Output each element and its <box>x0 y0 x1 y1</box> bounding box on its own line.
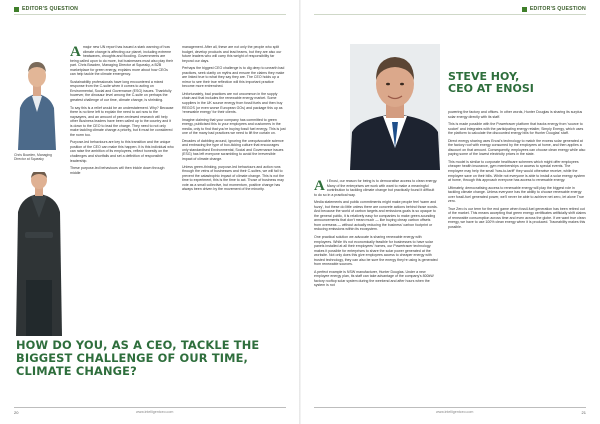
section-tag <box>14 6 78 12</box>
paragraph: This is made possible with the Powertracer platform that tracks energy from 'source to socket' and integrates with the participating energy retailer, Simply Energy, which uses the platform to calculate the discounted energy bills for Hunter Douglas' staff. <box>448 122 584 136</box>
paragraph: Decades of dabbling around, ignoring the unequivocable science and embracing the type of box-ticking culture that encourages only standardised Environmental, Social and Governance issues (ESG) has left everyone scrambling to avoid the irreversible impact of climate change. <box>182 138 284 162</box>
paragraph: management. After all, these are not only the people who split budget, develop products and lead teams, but they are also our future leaders who will carry this weight of responsibility far beyond our days. <box>182 45 282 63</box>
article-headline: HOW DO YOU, AS A CEO, TACKLE THE BIGGEST CHALLENGE OF OUR TIME, CLIMATE CHANGE? <box>16 338 260 378</box>
paragraph: To say this is a relief would be an understatement. Why? Because there is no time left to explain the need to act now to the naysayers, and an amount of peer-reviewed research will help other Business leaders have been called up to the country and it is down to the CEO to lead the charge. They need to not only make tackling climate change a priority, but it must be considered the norm too. <box>70 105 174 137</box>
footer-divider <box>14 407 286 408</box>
page-number: 21 <box>581 410 586 415</box>
section-tag <box>522 6 586 12</box>
caption-line: Chris Bowden, Managing <box>14 153 52 157</box>
paragraph-text: t Enosi, our reason for being is to democratise access to clean energy. Many of the enterprises we work with want to make a meaningful contribution to tackling climate change but practically found it difficult to do so in a practical way. <box>314 179 438 197</box>
section-tag-label: EDITOR'S QUESTION <box>529 6 586 12</box>
paragraph: These purpose-led behaviours will then trickle down through middle <box>70 166 165 175</box>
paragraph: Purpose-led behaviours are key to this transition and the unique position of the CEO can make this happen. It is this individual who can raise the ambition of its employees, reflect honestly on the challenges and shortfalls and set a definition of responsible leadership. <box>70 140 174 163</box>
drop-cap: A <box>70 44 81 60</box>
drop-cap: A <box>314 178 325 194</box>
paragraph: Direct energy sharing uses Enosi's technology to match the excess solar generated at the factory roof with energy consumed by the employees at home, and then applies a discount on that amount. Consequently, employees can choose clean energy while also paying some of the lowest electricity prices in the state. <box>448 138 586 157</box>
portrait-caption <box>14 153 64 162</box>
header-divider <box>314 14 586 15</box>
paragraph: Unless green-thinking, purpose-led behaviours and action runs through the veins of businesses and their C-suites, we will fail to prevent the catastrophic impact of climate change. This is not the time to experiment, this is the time to act. Those of business may vote as a small collective, but momentum, positive change has always been driven by the movement of the minority. <box>182 164 285 192</box>
footer-divider <box>314 407 586 408</box>
paragraph <box>70 45 174 77</box>
caption-line: Director at Squeaky <box>14 157 44 162</box>
section-tag-label: EDITOR'S QUESTION <box>22 6 79 12</box>
title-line: CEO AT ENOSI <box>448 82 534 95</box>
paragraph <box>314 179 438 197</box>
paragraph: True Zero is our term for the end game when fossil-fuel generation has been retired out of the market. This means accepting that green energy certificates artificially shift claims of renewable consumption across time and even across the globe. If we want true clean energy, we have to use 100% clean energy when it is produced. Traceability makes this possible. <box>448 206 586 230</box>
chris-bowden-portrait <box>14 38 60 150</box>
left-column-1 <box>70 45 174 178</box>
chris-bowden-full-photo <box>14 172 64 336</box>
paragraph: Sustainability professionals have long encountered a mixed response from the C-suite when it comes to acting on Environmental, Social and Governance (ESG) issues. Thankfully however, the dinosaur level among the C-suite on perhaps the greatest challenge of our time, climate change, is shrinking. <box>70 79 172 103</box>
right-column-2 <box>448 110 586 233</box>
section-tag-square-icon <box>522 7 527 12</box>
footer-url: www.intelligentceo.com <box>436 410 474 414</box>
name-line: STEVE HOY, <box>448 70 520 83</box>
left-column-2 <box>182 45 286 195</box>
paragraph: Perhaps the biggest CEO challenge is to dig deep to unearth bad practices, seek clarity on myths and ensure the claims they make are linked true to what they say they are. The CEO holds up a mirror to see their true reflection will this important practice become more entrenched. <box>182 66 285 89</box>
footer-url: www.intelligentceo.com <box>136 410 174 414</box>
paragraph-text: major new UN report has issued a stark warning of how climate change is affecting our planet, including extreme heatwaves, droughts and flooding. Governments are being called upon to do more, but businesses must also play their part. Chris Bowden, Managing Director at Squeaky, a B2B marketplace for green energy, explains more about how CEOs can help tackle the climate emergency. <box>70 45 173 77</box>
paragraph: Ultimately, democratising access to renewable energy will play the biggest role in tackling climate change. Unless everyone has the ability to choose renewable energy over fossil-fuel generated power, we'll never be able to achieve net zero, let alone True zero. <box>448 185 584 204</box>
paragraph: One practical solution we advocate is sharing renewable energy with employees. While it's not economically feasible for businesses to have solar panels installed at all their employees' homes, our Powertracer technology makes it possible for enterprises to share the solar power generated at the worksite. Not only does this give employees access to cheaper energy with trusted technology, they can also be sure the energy they're using is generated from renewable sources. <box>314 235 438 267</box>
paragraph: This model is similar to corporate healthcare schemes which might offer employees cheaper health insurance, gym memberships or access to special events. The employee may help the small 'how-to-tariff' they would otherwise receive, while the employee save on their bills. While not everyone is able to install a solar energy system at home, through this approach everyone has access to renewable energy. <box>448 159 586 183</box>
header-divider <box>14 14 286 15</box>
paragraph: Imagine claiming that your company has committed to green energy, publicised this to your employees and customers in the media, only to find that you're buying fossil fuel energy. This is just one of the many bad practices we need to lift the curtain on. <box>182 117 286 136</box>
paragraph: A perfect example is NSW manufacturer, Hunter Douglas. Under a new employee energy plan, its staff can take advantage of the company's 800kW factory rooftop solar system during the weekend and after hours when the system is not <box>314 269 434 288</box>
paragraph: powering the factory and offices. In other words, Hunter Douglas is sharing its surplus solar energy directly with its staff. <box>448 110 583 119</box>
right-page <box>300 0 600 424</box>
paragraph: Unfortunately, bad practices are not uncommon in the supply chain and that includes the renewable energy market. Some suppliers in the UK source energy from fossil fuels and then buy REGOS (or even worse European GOs) and package this up as 'renewable energy' for their clients. <box>182 91 283 115</box>
section-tag-square-icon <box>14 7 19 12</box>
steve-hoy-portrait <box>350 44 440 170</box>
paragraph: Media statements and public commitments might make people feel 'warm and fuzzy', but these do little unless there are concrete actions behind those words. And because the world of carbon targets and emissions goals is so opaque to the general public, it is relatively easy for companies to make green-sounding announcements that don't mean much — like buying cheap carbon offsets from overseas — without actually reducing the business' carbon footprint or reducing emissions within its ecosystem. <box>314 200 438 232</box>
right-column-1 <box>314 179 438 291</box>
interviewee-name-title <box>448 71 534 95</box>
page-number: 20 <box>14 410 19 415</box>
